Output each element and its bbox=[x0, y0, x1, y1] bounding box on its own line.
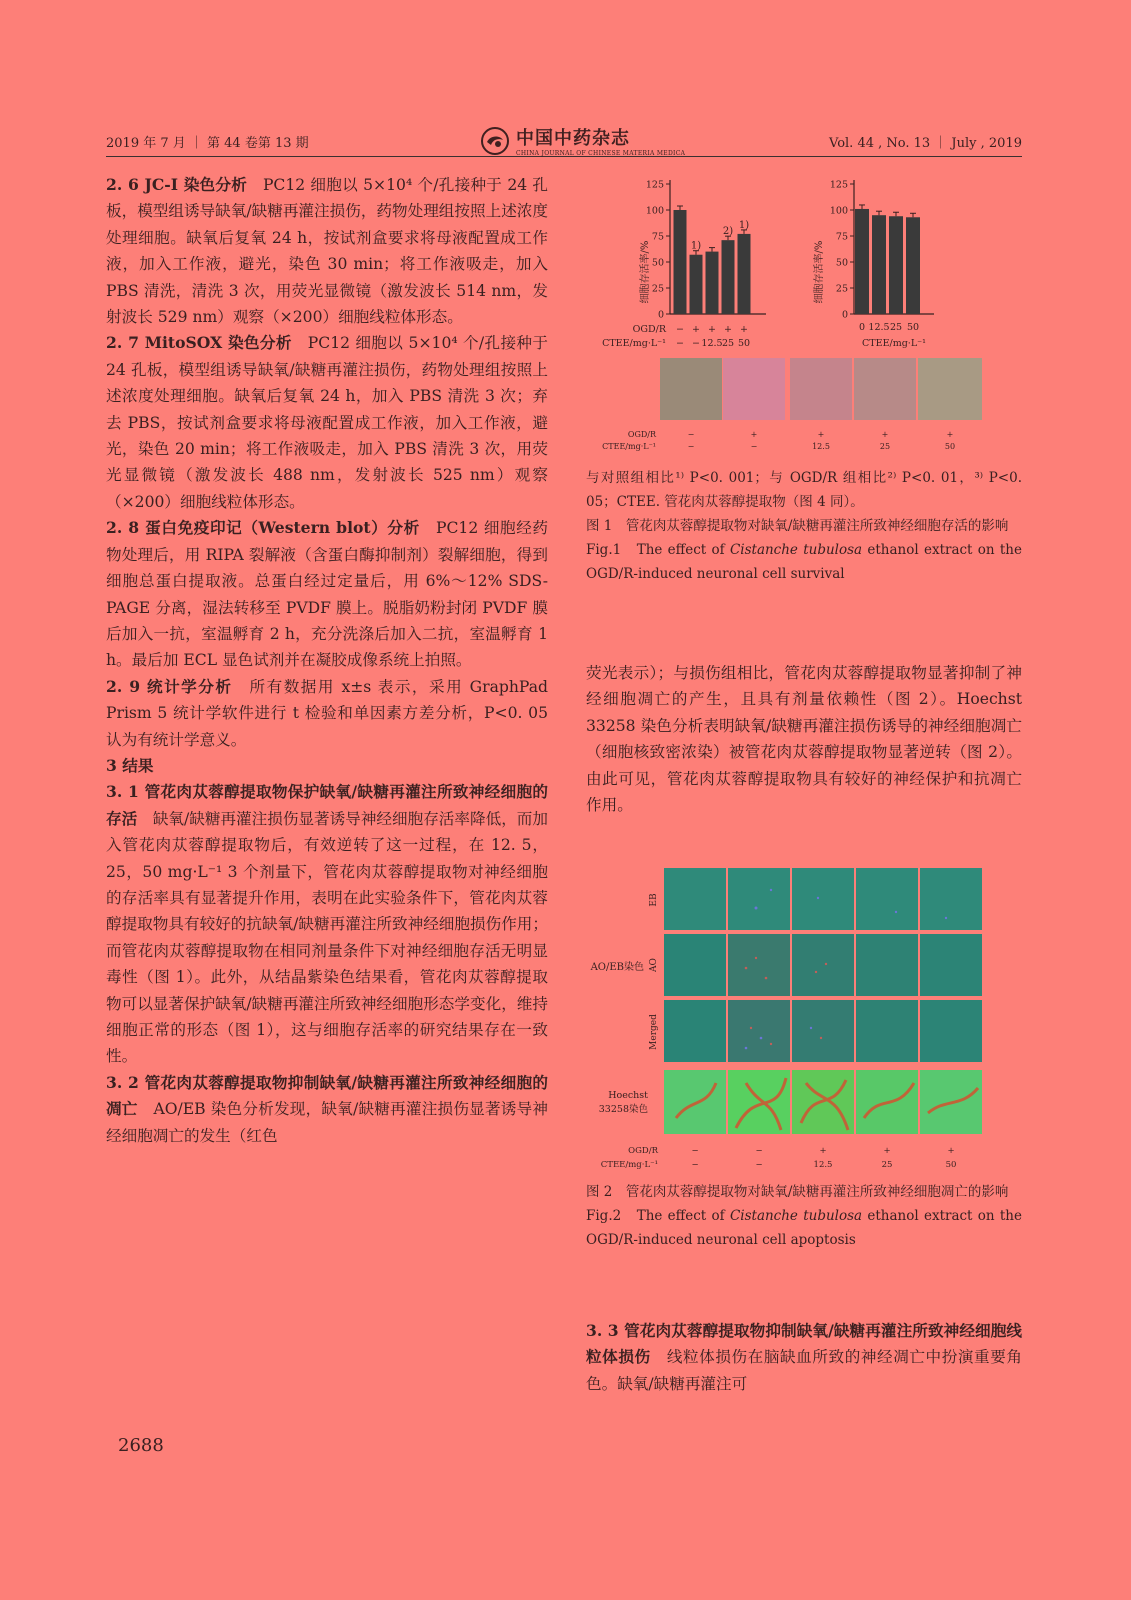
row1-label: OGD/R bbox=[628, 1146, 658, 1156]
condition-value: − bbox=[676, 324, 684, 335]
condition-value: + bbox=[946, 430, 954, 439]
figure-2-caption bbox=[586, 1180, 1022, 1252]
micrograph bbox=[856, 868, 918, 930]
micrograph bbox=[920, 1000, 982, 1062]
y-tick-label: 125 bbox=[645, 179, 664, 191]
condition-value: 12.5 bbox=[812, 442, 830, 451]
significance-mark: 2) bbox=[722, 226, 734, 238]
figure-2-title-cn: 图 2 管花肉苁蓉醇提取物对缺氧/缺糖再灌注所致神经细胞凋亡的影响 bbox=[586, 1184, 1009, 1200]
condition-value: − bbox=[692, 338, 700, 349]
y-tick-label: 25 bbox=[835, 283, 848, 295]
significance-mark: 1) bbox=[738, 219, 750, 231]
figure-1-caption bbox=[586, 466, 1022, 586]
micrograph bbox=[920, 868, 982, 930]
y-axis-label: 细胞存活率/% bbox=[640, 240, 651, 304]
row-label-merged: Merged bbox=[649, 1014, 659, 1050]
significance-mark: 1) bbox=[690, 240, 702, 252]
bar bbox=[906, 217, 920, 314]
row-label-ao: AO bbox=[649, 958, 659, 972]
section-body: 所有数据用 x±s 表示，采用 GraphPad Prism 5 统计学软件进行 t 检验和单因素方差分析，P<0. 05 认为有统计学意义。 bbox=[106, 677, 548, 749]
condition-value: − bbox=[687, 442, 695, 451]
row1-label: OGD/R bbox=[632, 324, 666, 335]
condition-value: − bbox=[687, 430, 695, 439]
condition-value: + bbox=[819, 1146, 827, 1156]
condition-value: + bbox=[881, 430, 889, 439]
journal-name-cn: 中国中药杂志 bbox=[516, 128, 630, 149]
micrograph bbox=[792, 1000, 854, 1062]
micrograph bbox=[920, 934, 982, 996]
bar bbox=[855, 209, 869, 314]
y-tick-label: 125 bbox=[829, 179, 848, 191]
left-column bbox=[106, 172, 548, 1149]
section-heading: 2. 7 MitoSOX 染色分析 bbox=[106, 333, 292, 353]
micrograph bbox=[792, 934, 854, 996]
crystal-violet-images bbox=[602, 358, 982, 451]
condition-value: 25 bbox=[881, 1160, 893, 1170]
section-body: PC12 细胞经药物处理后，用 RIPA 裂解液（含蛋白酶抑制剂）裂解细胞，得到细胞总蛋白提取液。总蛋白经过定量后，用 6%～12% SDS-PAGE 分离，湿法转移至 PVDF 膜上。脱脂奶粉封闭 PVDF 膜后加入一抗，室温孵育 2 h，充分洗涤后加入二抗，室温孵育 1 h。最后加 ECL 显色试剂并在凝胶成像系统上拍照。 bbox=[106, 519, 548, 670]
micrograph bbox=[664, 1000, 726, 1062]
x-tick-label: 25 bbox=[889, 322, 903, 333]
aoeb-panels bbox=[590, 868, 982, 1062]
bar bbox=[889, 216, 903, 314]
section-3-3 bbox=[586, 1318, 1022, 1397]
condition-value: 50 bbox=[737, 338, 751, 349]
section-body: 线粒体损伤在脑缺血所致的神经凋亡中扮演重要角色。缺氧/缺糖再灌注可 bbox=[586, 1348, 1022, 1393]
header-issue: 2019 年 7 月 ｜ 第 44 卷第 13 期 bbox=[106, 136, 309, 151]
condition-value: − bbox=[691, 1146, 699, 1156]
section-heading: 3. 1 管花肉苁蓉醇提取物保护缺氧/缺糖再灌注所致神经细胞的存活 bbox=[106, 782, 548, 828]
figure-2-title-en: Fig.2 The effect of Cistanche tubulosa ethanol extract on the OGD/R-induced neuronal cell apoptosis bbox=[586, 1208, 1022, 1248]
x-ticks bbox=[859, 322, 919, 333]
section-3-1 bbox=[106, 779, 548, 1069]
row2-label: CTEE/mg·L⁻¹ bbox=[600, 1160, 658, 1170]
micrograph bbox=[856, 1000, 918, 1062]
section-heading: 3. 2 管花肉苁蓉醇提取物抑制缺氧/缺糖再灌注所致神经细胞的凋亡 bbox=[106, 1072, 548, 1119]
condition-value: + bbox=[708, 324, 716, 335]
condition-value: 25 bbox=[879, 442, 891, 451]
bars bbox=[855, 205, 920, 314]
header-volume: Vol. 44 , No. 13 ｜ July , 2019 bbox=[829, 136, 1022, 151]
section-2-8 bbox=[106, 515, 548, 673]
journal-logo bbox=[480, 124, 685, 157]
chart-right bbox=[812, 180, 934, 350]
condition-value: 12.5 bbox=[813, 1160, 833, 1170]
running-header bbox=[106, 128, 1022, 157]
micrograph bbox=[728, 1000, 790, 1062]
condition-value: + bbox=[740, 324, 748, 335]
figure-1 bbox=[600, 172, 1020, 462]
bars bbox=[674, 206, 751, 314]
micrograph bbox=[728, 934, 790, 996]
section-heading: 2. 6 JC-I 染色分析 bbox=[106, 175, 248, 194]
micrograph bbox=[728, 868, 790, 930]
hoechst-label: 33258染色 bbox=[598, 1104, 648, 1115]
condition-rows bbox=[676, 324, 750, 349]
figure-1-title-en: Fig.1 The effect of Cistanche tubulosa ethanol extract on the OGD/R-induced neuronal cell survival bbox=[586, 542, 1022, 582]
micrograph bbox=[918, 358, 982, 420]
y-ticks bbox=[830, 180, 854, 321]
micrograph bbox=[854, 358, 916, 420]
section-heading: 3 结果 bbox=[106, 755, 154, 775]
y-axis-label: 细胞存活率/% bbox=[814, 240, 825, 304]
section-heading: 2. 8 蛋白免疫印记（Western blot）分析 bbox=[106, 518, 420, 538]
page-number: 2688 bbox=[118, 1435, 164, 1456]
figure-1-note: 与对照组相比¹⁾ P<0. 001；与 OGD/R 组相比²⁾ P<0. 01，³⁾ P<0. 05；CTEE. 管花肉苁蓉醇提取物（图 4 同）。 bbox=[586, 470, 1022, 510]
row-label-eb: EB bbox=[649, 893, 659, 907]
bar bbox=[706, 252, 719, 314]
condition-value: 50 bbox=[945, 1160, 957, 1170]
micrograph bbox=[790, 358, 852, 420]
y-tick-label: 100 bbox=[829, 205, 848, 217]
condition-value: − bbox=[755, 1160, 763, 1170]
bar bbox=[872, 215, 886, 314]
micrograph bbox=[723, 358, 785, 420]
section-heading: 3. 3 管花肉苁蓉醇提取物抑制缺氧/缺糖再灌注所致神经细胞线粒体损伤 bbox=[586, 1321, 1022, 1367]
condition-value: − bbox=[676, 338, 684, 349]
row1-label: OGD/R bbox=[627, 430, 656, 439]
y-tick-label: 0 bbox=[841, 309, 848, 321]
condition-rows bbox=[688, 430, 955, 451]
condition-value: + bbox=[724, 324, 732, 335]
group-label-aoeb: AO/EB染色 bbox=[590, 962, 644, 973]
micrograph bbox=[856, 934, 918, 996]
section-body: PC12 细胞以 5×10⁴ 个/孔接种于 24 孔板，模型组诱导缺氧/缺糖再灌注损伤，药物处理组按照上述浓度处理细胞。缺氧后复氧 24 h，加入 PBS 清洗 3 次；弃去 PBS，按试剂盒要求将母液配置成工作液，加入工作液，避光，染色 20 min；将工作液吸走，加入 PBS 清洗 3 次，用荧光显微镜（激发波长 488 nm，发射波长 525 nm）观察（×200）细胞线粒体形态。 bbox=[106, 334, 548, 511]
condition-value: + bbox=[750, 430, 758, 439]
micrograph bbox=[664, 934, 726, 996]
condition-value: 25 bbox=[721, 338, 735, 349]
condition-value: − bbox=[691, 1160, 699, 1170]
figure-2 bbox=[590, 868, 1016, 1178]
hoechst-label: Hoechst bbox=[608, 1090, 648, 1101]
y-tick-label: 0 bbox=[657, 309, 664, 321]
journal-name-en: CHINA JOURNAL OF CHINESE MATERIA MEDICA bbox=[516, 150, 686, 157]
micrograph bbox=[792, 868, 854, 930]
x-tick-label: 12.5 bbox=[868, 322, 890, 333]
condition-value: 50 bbox=[944, 442, 956, 451]
condition-value: + bbox=[692, 324, 700, 335]
bar bbox=[674, 210, 687, 314]
y-tick-label: 100 bbox=[645, 205, 664, 217]
bar bbox=[738, 234, 751, 314]
y-tick-label: 75 bbox=[651, 231, 664, 243]
section-3 bbox=[106, 753, 548, 779]
condition-value: − bbox=[750, 442, 758, 451]
journal-emblem-icon bbox=[480, 126, 510, 156]
condition-value: + bbox=[947, 1146, 955, 1156]
micrograph bbox=[664, 868, 726, 930]
section-body: AO/EB 染色分析发现，缺氧/缺糖再灌注损伤显著诱导神经细胞凋亡的发生（红色 bbox=[106, 1100, 548, 1145]
section-2-9 bbox=[106, 674, 548, 753]
bar bbox=[690, 255, 703, 314]
row2-label: CTEE/mg·L⁻¹ bbox=[602, 338, 666, 349]
section-2-6 bbox=[106, 172, 548, 330]
section-2-7 bbox=[106, 330, 548, 515]
chart-left bbox=[602, 180, 766, 350]
y-tick-label: 50 bbox=[651, 257, 664, 269]
y-tick-label: 25 bbox=[651, 283, 664, 295]
micrograph bbox=[664, 1070, 726, 1134]
x-tick-label: 50 bbox=[906, 322, 920, 333]
x-tick-label: 0 bbox=[858, 322, 866, 333]
micrograph bbox=[660, 358, 722, 420]
y-tick-label: 75 bbox=[835, 231, 848, 243]
condition-rows bbox=[691, 1146, 956, 1170]
section-body: 缺氧/缺糖再灌注损伤显著诱导神经细胞存活率降低，而加入管花肉苁蓉醇提取物后，有效逆转了这一过程，在 12. 5，25，50 mg·L⁻¹ 3 个剂量下，管花肉苁蓉醇提取物对神经细胞的存活率具有显著提升作用，表明在此实验条件下，管花肉苁蓉醇提取物具有较好的抗缺氧/缺糖再灌注所致神经细胞损伤作用；而管花肉苁蓉醇提取物在相同剂量条件下对神经细胞存活无明显毒性（图 1）。此外，从结晶紫染色结果看，管花肉苁蓉醇提取物可以显著保护缺氧/缺糖再灌注所致神经细胞形态学变化，维持细胞正常的形态（图 1），这与细胞存活率的研究结果存在一致性。 bbox=[106, 809, 548, 1066]
condition-value: + bbox=[883, 1146, 891, 1156]
bar bbox=[722, 240, 735, 314]
figure-1-title-cn: 图 1 管花肉苁蓉醇提取物对缺氧/缺糖再灌注所致神经细胞存活的影响 bbox=[586, 518, 1009, 534]
x-axis-label: CTEE/mg·L⁻¹ bbox=[862, 338, 926, 349]
row2-label: CTEE/mg·L⁻¹ bbox=[602, 442, 656, 451]
section-heading: 2. 9 统计学分析 bbox=[106, 676, 233, 696]
y-tick-label: 50 bbox=[835, 257, 848, 269]
condition-value: + bbox=[817, 430, 825, 439]
section-3-2 bbox=[106, 1070, 548, 1149]
right-text-block: 荧光表示）；与损伤组相比，管花肉苁蓉醇提取物显著抑制了神经细胞凋亡的产生，且具有剂量依赖性（图 2）。Hoechst 33258 染色分析表明缺氧/缺糖再灌注损伤诱导的神经细胞凋亡（细胞核致密浓染）被管花肉苁蓉醇提取物显著逆转（图 2）。由此可见，管花肉苁蓉醇提取物具有较好的神经保护和抗凋亡作用。 bbox=[586, 664, 1022, 815]
condition-value: 12.5 bbox=[701, 338, 723, 349]
hoechst-panels bbox=[599, 1070, 982, 1134]
section-body: PC12 细胞以 5×10⁴ 个/孔接种于 24 孔板，模型组诱导缺氧/缺糖再灌注损伤，药物处理组按照上述浓度处理细胞。缺氧后复氧 24 h，按试剂盒要求将母液配置成工作液，加入工作液，避光，染色 30 min；将工作液吸走，加入 PBS 清洗，清洗 3 次，用荧光显微镜（激发波长 514 nm，发射波长 529 nm）观察（×200）细胞线粒体形态。 bbox=[106, 176, 548, 327]
condition-value: − bbox=[755, 1146, 763, 1156]
